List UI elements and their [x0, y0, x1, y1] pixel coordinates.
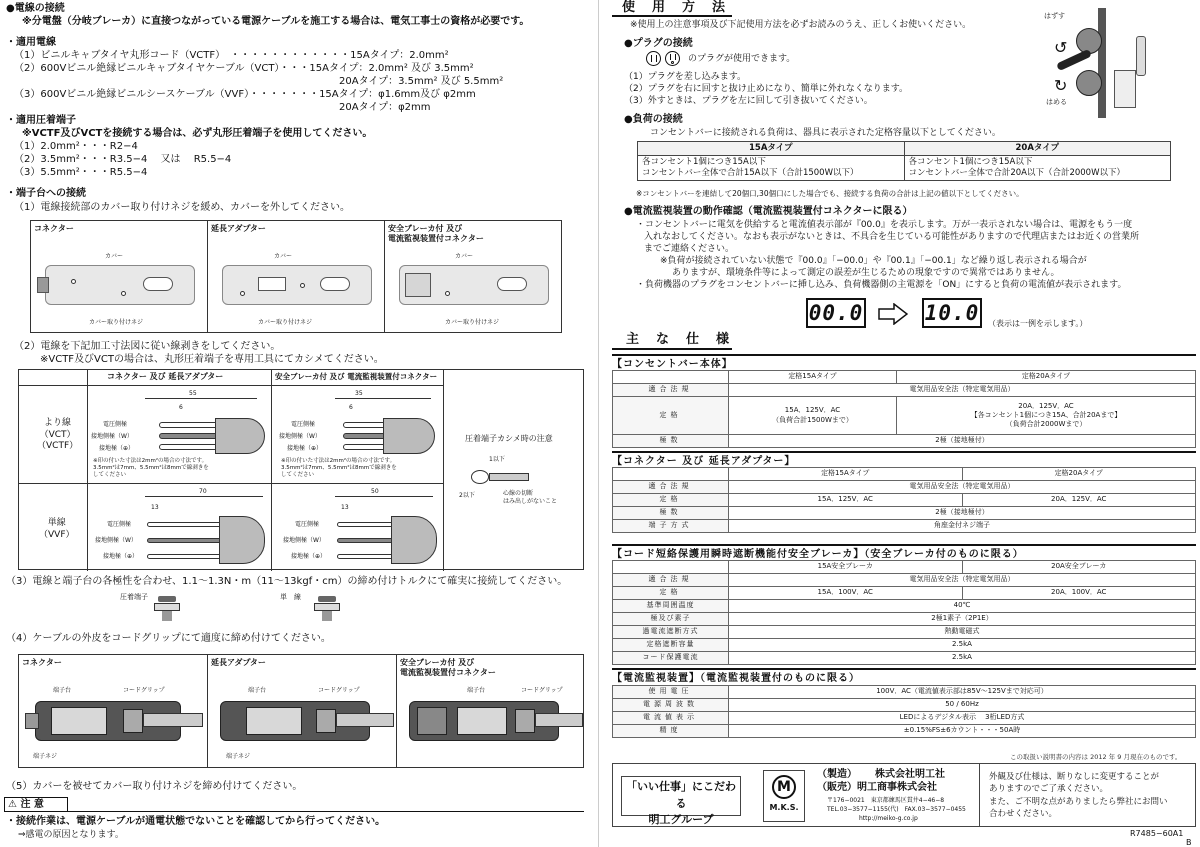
step-2: （2）電線を下記加工寸法図に従い線剥きをしてください。 — [14, 341, 281, 352]
spec-val — [897, 397, 1196, 435]
load-15a-line1: 各コンセント1個につき15A以下 — [642, 157, 766, 168]
address: 〒176−0021 東京都練馬区貫井4−46−8 — [827, 797, 945, 804]
spec-val: 角座金付ネジ端子 — [729, 520, 1196, 533]
terminal-block — [51, 707, 107, 735]
website: http://meiko-g.co.jp — [859, 815, 918, 822]
dim-70: 70 — [199, 488, 207, 495]
arrow-right-icon — [878, 303, 908, 325]
terminal-block-label: 端子台 — [53, 687, 72, 694]
wire-core — [159, 444, 219, 450]
fig2-col1-header: コネクター 及び 延長アダプター — [107, 372, 224, 381]
wire-core — [147, 554, 227, 559]
heading-terminal-block: ・端子台への接続 — [6, 188, 86, 199]
usage-note: ※使用上の注意事項及び下記使用方法を必ずお読みのうえ、正しくお使いください。 — [630, 20, 972, 30]
phone: TEL.03−3577−1155(代) FAX.03−3577−0455 — [827, 806, 966, 813]
cover-screw — [445, 291, 450, 296]
crimp-dim-2: 2以下 — [459, 492, 475, 499]
spec-key: 電流値表示 — [613, 712, 729, 725]
cable-sheath — [215, 418, 265, 454]
spec-key: 極及び素子 — [613, 613, 729, 626]
strip-note-3: してください — [281, 471, 315, 478]
wire-earth-label: 接地極（⊕） — [103, 553, 139, 560]
connector-plug — [37, 277, 49, 293]
dim-line — [145, 398, 257, 399]
spec-val: 20A．100V．AC — [962, 587, 1196, 600]
disclaimer — [989, 771, 1168, 820]
s1-rate2a: 20A．125V．AC — [1018, 401, 1074, 410]
crimp-dim-1: 1以下 — [489, 456, 505, 463]
spec-val: 40℃ — [729, 600, 1196, 613]
cover-label: カバー — [455, 253, 474, 260]
plug-step-3: （3）外すときは、プラグを左に回して引き抜いてください。 — [624, 96, 873, 106]
fig4-col1-label: コネクター — [22, 658, 62, 667]
load-table — [637, 141, 1171, 181]
wire-core — [147, 522, 227, 527]
divider — [19, 385, 443, 386]
plug-head-lower — [1076, 70, 1102, 96]
cable-sheath — [219, 516, 265, 564]
cover-screw-label: カバー取り付けネジ — [89, 319, 144, 326]
breaker-socket — [405, 273, 431, 297]
spec-key: 適合法規 — [613, 481, 729, 494]
dim-13: 13 — [341, 504, 349, 511]
cover-screw-label: カバー取り付けネジ — [445, 319, 500, 326]
spec-key: コード保護電流 — [613, 652, 729, 665]
crimp-ring — [471, 470, 489, 484]
spec-col: 定格20Aタイプ — [962, 468, 1196, 481]
dim-6: 6 — [349, 404, 353, 411]
spec-table-bar — [612, 370, 1196, 448]
load-20a-line1: 各コンセント1個につき15A以下 — [908, 157, 1033, 168]
document-code: R7485−60A1 — [1130, 829, 1184, 838]
fig4-col3-line2: 電流監視装置付コネクター — [400, 668, 496, 677]
load-cell — [904, 156, 1171, 181]
footer-divider — [979, 764, 980, 826]
spec-key: 端子方式 — [613, 520, 729, 533]
strip-note-3: してください — [93, 471, 127, 478]
plug-3pin-icon — [665, 51, 680, 66]
electrician-note: ※分電盤（分岐ブレーカ）に直接つながっている電源ケーブルを施工する場合は、電気工事士の資格が必要です。 — [22, 16, 530, 27]
company-footer — [612, 763, 1196, 827]
spec-key: 定格 — [613, 397, 729, 435]
monitor-line-3: までご連絡ください。 — [644, 244, 735, 254]
breaker-unit — [417, 707, 447, 735]
spec-section-monitor: 【電流監視装置】（電流監視装置付のものに限る） — [612, 668, 1196, 685]
cord-grip — [123, 709, 143, 733]
extension-socket — [258, 277, 286, 291]
strip-note-2: 3.5mm²は7mm、5.5mm²は8mmで線剥きを — [93, 464, 209, 471]
divider — [443, 370, 444, 571]
terminal-block — [246, 707, 302, 735]
spec-empty — [613, 371, 729, 384]
spec-section-connector: 【コネクター 及び 延長アダプター】 — [612, 451, 1196, 468]
washer-icon — [314, 603, 340, 611]
wire-core — [159, 422, 219, 428]
spec-table-monitor — [612, 685, 1196, 738]
cable — [336, 713, 394, 727]
wire-core — [343, 444, 387, 450]
wire-earth-label: 接地極（⊕） — [99, 445, 135, 452]
wire-core — [343, 433, 387, 439]
terminal-block-label: 端子台 — [467, 687, 486, 694]
cable-sheath — [391, 516, 437, 564]
dim-55: 55 — [189, 390, 197, 397]
connector-plug — [25, 713, 39, 729]
attach-label: はめる — [1046, 98, 1067, 106]
fig4-connector — [19, 655, 208, 767]
divider — [19, 483, 443, 484]
screw-head-icon — [318, 596, 336, 602]
s1-rate1a: 15A．125V．AC — [784, 406, 841, 415]
mks-logo-mark: M — [772, 775, 796, 799]
terminal-screw-label: 端子ネジ — [33, 753, 58, 760]
spec-key: 使用電圧 — [613, 686, 729, 699]
heading-applicable-wire: ・適用電線 — [6, 37, 56, 48]
terminal-block — [457, 707, 507, 735]
cable-sheath — [383, 418, 435, 454]
load-15a-line2: コンセントバー全体で合計15A以下（合計1500W以下） — [642, 168, 859, 179]
wire-live-label: 電圧側極 — [103, 421, 128, 428]
plug-2pin-icon — [646, 51, 661, 66]
step-3: （3）電線と端子台の各極性を合わせ、1.1〜1.3N・m（11〜13kgf・cm）の締め付けトルクにて確実に接続してください。 — [6, 576, 568, 587]
strip-note — [281, 458, 397, 479]
outlet-side — [1136, 36, 1146, 76]
step-1: （1）電線接続部のカバー取り付けネジを緩め、カバーを外してください。 — [14, 202, 350, 213]
load-col-20a: 20Aタイプ — [904, 142, 1171, 156]
divider — [271, 370, 272, 571]
strip-note-2: 3.5mm²は7mm、5.5mm²は8mmで線剥きを — [281, 464, 397, 471]
cord-grip-label: コードグリップ — [318, 687, 360, 694]
fig4-col2-label: 延長アダプター — [211, 658, 266, 667]
spec-col: 定格15Aタイプ — [729, 468, 963, 481]
monitor-line-2: 入れなおしてください。なおも表示がないときは、不具合を生じている可能性がありますので代理店またはお近くの営業所 — [644, 232, 1140, 242]
load-col-15a: 15Aタイプ — [638, 142, 905, 156]
fig1-col1-label: コネクター — [34, 224, 74, 233]
dim-50: 50 — [371, 488, 379, 495]
spec-table-connector — [612, 467, 1196, 533]
spec-val: 2極1素子（2P1E） — [729, 613, 1196, 626]
row2-a: 単線 — [47, 518, 66, 528]
heading-spec: 主 な 仕 様 — [626, 332, 732, 347]
spec-col: 定格20Aタイプ — [897, 371, 1196, 384]
monitor-line-6: ・負荷機器のプラグをコンセントバーに挿し込み、負荷機器側の主電源を「ON」にすると負荷の電流値が表示されます。 — [636, 280, 1127, 290]
spec-section-bar: 【コンセントバー本体】 — [612, 354, 1196, 371]
spec-key: 精度 — [613, 725, 729, 738]
load-text: コンセントバーに接続される負荷は、器具に表示された定格容量以下としてください。 — [650, 128, 1001, 138]
fig1-breaker — [385, 221, 563, 332]
caution-heading: ⚠ 注 意 — [4, 797, 68, 812]
spec-key: 基準周囲温度 — [613, 600, 729, 613]
screw-shaft-icon — [322, 611, 332, 621]
spec-key: 定格遮断容量 — [613, 639, 729, 652]
fig4-col3-line1: 安全ブレーカ付 及び — [400, 658, 475, 667]
wire-item-1: （1）ビニルキャブタイヤ丸形コード（VCTF） ・・・・・・・・・・・・15Aタイプ：2.0mm² — [14, 50, 449, 61]
heading-crimp-terminal: ・適用圧着端子 — [6, 115, 76, 126]
term-item-1: （1）2.0mm²・・・R2−4 — [14, 141, 138, 152]
dim-line — [145, 496, 263, 497]
spec-val: 2.5kA — [729, 639, 1196, 652]
disc-1: 外観及び仕様は、断りなしに変更することが — [989, 772, 1160, 782]
plug-illustration — [1036, 8, 1198, 118]
strip-dimension-figure — [18, 369, 584, 570]
manufacturer-label: （製造） — [817, 769, 857, 780]
s1-rate1b: （負荷合計1500Wまで） — [772, 415, 853, 424]
spec-table-breaker — [612, 560, 1196, 665]
fig4-breaker — [397, 655, 585, 767]
wire-item-2: （2）600Vビニル絶縁ビニルキャブタイヤケーブル（VCT）・・・15Aタイプ：2.0mm² 及び 3.5mm² — [14, 63, 474, 74]
load-note: ※コンセントバーを連結して20個口,30個口にした場合でも、接続する負荷の合計は上記の値以下としてください。 — [636, 189, 1024, 198]
wire-item-2b: 20Aタイプ：3.5mm² 及び 5.5mm² — [339, 76, 504, 87]
strip-note-1: ※印の付いた寸法は2mm²の場合の寸法です。 — [281, 458, 396, 464]
spec-val: 2極（接地極付） — [729, 507, 1196, 520]
wire-live-label: 電圧側極 — [295, 521, 320, 528]
spec-key: 過電流遮断方式 — [613, 626, 729, 639]
display-load: 10.0 — [922, 298, 982, 328]
s1-rate2c: （負荷合計2000Wまで） — [1005, 420, 1087, 429]
crimp-terminal-label: 圧着端子 — [120, 593, 148, 601]
cover-removal-figure — [30, 220, 562, 333]
load-cell — [638, 156, 905, 181]
rotate-arrow-icon: ↺ — [1054, 38, 1068, 57]
slogan-2: 明工グループ — [648, 813, 714, 826]
spec-col: 20A安全ブレーカ — [962, 561, 1196, 574]
column-divider — [598, 0, 599, 847]
heading-load: ●負荷の接続 — [624, 114, 683, 125]
spec-val: 50 / 60Hz — [729, 699, 1196, 712]
breaker-slot — [497, 277, 527, 291]
heading-plug: ●プラグの接続 — [624, 38, 693, 49]
cable — [535, 713, 583, 727]
washer-icon — [154, 603, 180, 611]
caution-text: ・接続作業は、電源ケーブルが通電状態でないことを確認してから行ってください。 — [6, 816, 386, 827]
spec-val: LEDによるデジタル表示 3桁LED方式 — [729, 712, 1196, 725]
manufacturer-name: 株式会社明工社 — [875, 769, 945, 780]
wire-neutral-label: 接地側極（W） — [95, 537, 137, 544]
load-20a-line2: コンセントバー全体で合計20A以下（合計2000W以下） — [908, 168, 1125, 179]
crimp-caution-title: 圧着端子カシメ時の注意 — [465, 434, 553, 443]
disc-4: 合わせください。 — [989, 808, 1058, 819]
crimp-note — [503, 490, 557, 506]
spec-val: ±0.15%FS±6カウント・・・50A時 — [729, 725, 1196, 738]
wire-core — [337, 554, 397, 559]
dim-line — [335, 496, 433, 497]
row-solid-label — [39, 518, 75, 541]
dim-13: 13 — [151, 504, 159, 511]
spec-val: 2.5kA — [729, 652, 1196, 665]
spec-col: 15A安全ブレーカ — [729, 561, 963, 574]
step-5: （5）カバーを被せてカバー取り付けネジを締め付けてください。 — [6, 781, 303, 792]
screw-shaft-icon — [162, 611, 172, 621]
plug-step-1: （1）プラグを差し込みます。 — [624, 72, 747, 82]
strip-note — [93, 458, 209, 479]
wire-live-label: 電圧側極 — [291, 421, 316, 428]
row1-b: （VCT） — [39, 429, 76, 440]
strip-note-1: ※印の付いた寸法は2mm²の場合の寸法です。 — [93, 458, 208, 464]
wire-item-3b: 20Aタイプ：φ2mm — [339, 102, 431, 113]
fig1-col3-line1: 安全ブレーカ付 及び — [388, 224, 463, 233]
spec-val: 20A．125V．AC — [962, 494, 1196, 507]
wall-edge — [1098, 8, 1106, 118]
wire-neutral-label: 接地側極（W） — [283, 537, 325, 544]
display-idle: 00.0 — [806, 298, 866, 328]
extension-slot — [320, 277, 350, 291]
cover-screw — [121, 291, 126, 296]
plug-step-2: （2）プラグを右に回すと抜け止めになり、簡単に外れなくなります。 — [624, 84, 909, 94]
dim-line — [335, 398, 431, 399]
cord-grip-figure — [18, 654, 584, 768]
crimp-barrel — [489, 473, 529, 481]
fig1-col3-label — [388, 224, 484, 244]
disc-2: ありますのでご了承ください。 — [989, 784, 1109, 795]
heading-wire-connection: ●電線の接続 — [6, 3, 65, 14]
wire-earth-label: 接地極（⊕） — [291, 553, 327, 560]
spec-key: 定格 — [613, 494, 729, 507]
monitor-line-4: ※負荷が接続されていない状態で『00.0』「−00.0」や『00.1』「−00.1」など繰り返し表示される場合が — [660, 256, 1087, 266]
spec-val — [729, 397, 897, 435]
row2-b: （VVF） — [39, 529, 75, 540]
spec-val: 熱動電磁式 — [729, 626, 1196, 639]
wire-core — [159, 433, 219, 439]
spec-val: 2極（接地極付） — [729, 435, 1196, 448]
cover-screw-label: カバー取り付けネジ — [258, 319, 313, 326]
spec-section-breaker: 【コード短絡保護用瞬時遮断機能付安全ブレーカ】（安全ブレーカ付のものに限る） — [612, 544, 1196, 561]
slogan-box — [621, 776, 741, 826]
slogan-1: 「いい仕事」にこだわる — [626, 780, 736, 810]
wire-live-label: 電圧側極 — [107, 521, 132, 528]
cord-grip-label: コードグリップ — [521, 687, 563, 694]
spec-val: 15A．125V．AC — [729, 494, 963, 507]
wire-earth-label: 接地極（⊕） — [287, 445, 323, 452]
plug-text: のプラグが使用できます。 — [688, 54, 796, 64]
spec-key: 適合法規 — [613, 384, 729, 397]
row-stranded-label — [37, 418, 78, 453]
dim-6: 6 — [179, 404, 183, 411]
terminal-block-label: 端子台 — [248, 687, 267, 694]
cover-screw — [240, 291, 245, 296]
fig4-extension — [208, 655, 397, 767]
spec-val: 電気用品安全法（特定電気用品） — [729, 481, 1196, 494]
display-note: （表示は一例を示します。） — [988, 319, 1088, 328]
cord-grip-label: コードグリップ — [123, 687, 165, 694]
wire-core — [337, 538, 397, 543]
crimp-note-2: はみ出しがないこと — [503, 497, 558, 505]
document-revision: B — [1186, 838, 1192, 847]
spec-empty — [613, 561, 729, 574]
fig1-col3-line2: 電流監視装置付コネクター — [388, 234, 484, 243]
heading-usage: 使 用 方 法 — [622, 0, 728, 15]
cover-label: カバー — [105, 253, 124, 260]
wire-core — [337, 522, 397, 527]
distributor-name: （販売）明工商事株式会社 — [817, 782, 937, 793]
step-4: （4）ケーブルの外皮をコードグリップにて適度に締め付けてください。 — [6, 633, 331, 644]
spec-val: 電気用品安全法（特定電気用品） — [729, 574, 1196, 587]
spec-key: 極数 — [613, 435, 729, 448]
spec-col: 定格15Aタイプ — [729, 371, 897, 384]
spec-key: 極数 — [613, 507, 729, 520]
mks-logo — [763, 770, 805, 822]
monitor-line-5: ありますが、環境条件等によって測定の誤差が生じるための現象ですので異常ではありません。 — [672, 268, 1060, 278]
cover-screw — [300, 283, 305, 288]
term-item-2: （2）3.5mm²・・・R3.5−4 又は R5.5−4 — [14, 154, 232, 165]
caution-reason: ⇒感電の原因となります。 — [18, 830, 124, 840]
monitor-line-1: ・コンセントバーに電気を供給すると電流値表示部が『00.0』を表示します。万が一表示されない場合は、電源をもう一度 — [636, 220, 1133, 230]
heading-monitor: ●電流監視装置の動作確認（電流監視装置付コネクターに限る） — [624, 206, 913, 217]
spec-key: 定格 — [613, 587, 729, 600]
spec-key: 適合法規 — [613, 574, 729, 587]
spec-empty — [613, 468, 729, 481]
fig4-col3-label — [400, 658, 496, 678]
row1-c: （VCTF） — [37, 441, 79, 452]
cover-label: カバー — [274, 253, 293, 260]
spec-val: 電気用品安全法（特定電気用品） — [729, 384, 1196, 397]
step-2-note: ※VCTF及びVCTの場合は、丸形圧着端子を専用工具にてカシメてください。 — [40, 354, 384, 365]
term-item-3: （3）5.5mm²・・・R5.5−4 — [14, 167, 148, 178]
crimp-note: ※VCTF及びVCTを接続する場合は、必ず丸形圧着端子を使用してください。 — [22, 128, 373, 139]
crimp-note-1: 心線の切断 — [503, 490, 534, 497]
fig1-connector — [31, 221, 208, 332]
spec-val: 100V．AC（電流値表示部は85V〜125Vまで対応可） — [729, 686, 1196, 699]
wire-neutral-label: 接地側極（W） — [279, 433, 321, 440]
dim-35: 35 — [355, 390, 363, 397]
wire-core — [147, 538, 227, 543]
cable — [143, 713, 203, 727]
fig2-col2-header: 安全ブレーカ付 及び 電流監視装置付コネクター — [275, 372, 438, 381]
screw-head-icon — [158, 596, 176, 602]
cover-screw — [71, 279, 76, 284]
terminal-screw-label: 端子ネジ — [226, 753, 251, 760]
single-wire-label: 単 線 — [280, 593, 301, 601]
caution-rule — [68, 811, 584, 812]
wire-neutral-label: 接地側極（W） — [91, 433, 133, 440]
rotate-arrow-icon: ↻ — [1054, 76, 1068, 95]
fig1-extension — [208, 221, 385, 332]
cord-grip — [316, 709, 336, 733]
fig1-col2-label: 延長アダプター — [211, 224, 266, 233]
spec-key: 電源周波数 — [613, 699, 729, 712]
cord-grip — [515, 709, 535, 733]
row1-a: より線 — [44, 418, 72, 428]
remove-label: はずす — [1044, 12, 1065, 20]
divider — [87, 370, 88, 571]
s1-rate2b: 【各コンセント1個につき15A、合計20Aまで】 — [970, 410, 1122, 419]
connector-slot — [143, 277, 173, 291]
wire-core — [343, 422, 387, 428]
date-note: この取扱い説明書の内容は 2012 年 9 月現在のものです。 — [1010, 753, 1182, 761]
disc-3: また、ご不明な点がありましたら弊社にお問い — [989, 796, 1168, 807]
wire-item-3: （3）600Vビニル絶縁ビニルシースケーブル（VVF）・・・・・・・15Aタイプ：φ1.6mm及び φ2mm — [14, 89, 476, 100]
spec-val: 15A．100V．AC — [729, 587, 963, 600]
mks-logo-text: M.K.S. — [769, 803, 799, 812]
outlet-face — [1114, 70, 1136, 108]
